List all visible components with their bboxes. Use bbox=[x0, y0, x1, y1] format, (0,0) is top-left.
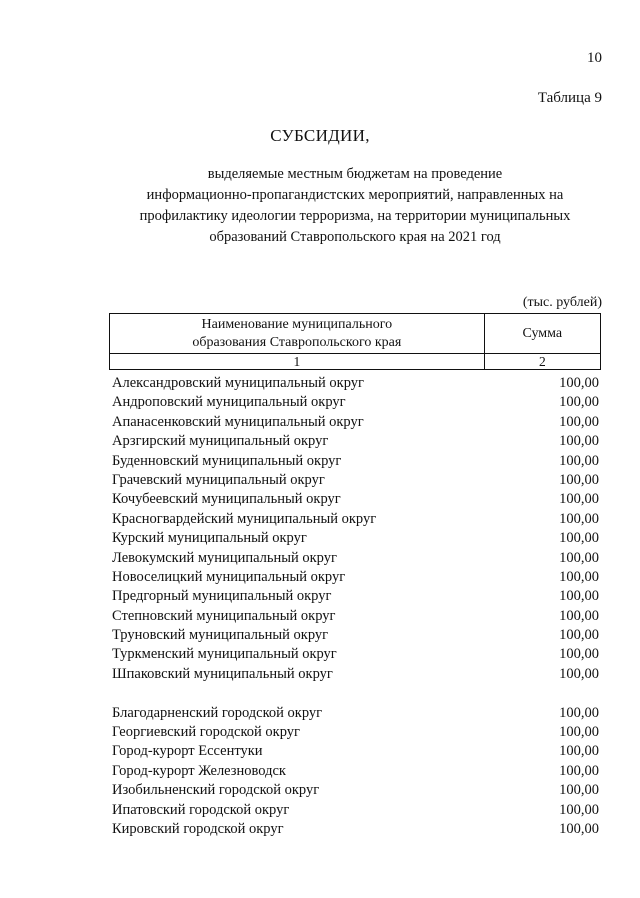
subtitle-line: образований Ставропольского края на 2021 год bbox=[209, 229, 501, 245]
municipality-name: Георгиевский городской округ bbox=[112, 724, 300, 741]
subsidy-amount: 100,00 bbox=[559, 665, 599, 682]
table-row bbox=[112, 432, 599, 451]
subsidy-amount: 100,00 bbox=[559, 471, 599, 488]
municipality-name: Курский муниципальный округ bbox=[112, 530, 307, 547]
column-header-name bbox=[110, 314, 485, 354]
table-row bbox=[112, 607, 599, 626]
table-row bbox=[112, 393, 599, 412]
table-row bbox=[112, 665, 599, 684]
table-row bbox=[112, 704, 599, 723]
subsidy-amount: 100,00 bbox=[559, 704, 599, 721]
okrug-list bbox=[112, 374, 599, 684]
subtitle-line: профилактику идеологии терроризма, на территории муниципальных bbox=[139, 208, 571, 224]
subsidy-amount: 100,00 bbox=[559, 782, 599, 799]
column-header-name-line: Наименование муниципального bbox=[201, 316, 393, 332]
municipality-name: Арзгирский муниципальный округ bbox=[112, 433, 329, 450]
municipality-name: Изобильненский городской округ bbox=[112, 782, 320, 799]
subsidy-amount: 100,00 bbox=[559, 646, 599, 663]
subsidy-amount: 100,00 bbox=[559, 801, 599, 818]
subtitle-line: выделяемые местным бюджетам на проведение bbox=[207, 166, 503, 182]
subsidy-amount: 100,00 bbox=[559, 627, 599, 644]
subsidy-amount: 100,00 bbox=[559, 568, 599, 585]
table-row bbox=[112, 549, 599, 568]
municipality-name: Город-курорт Ессентуки bbox=[112, 743, 263, 760]
subsidy-amount: 100,00 bbox=[559, 820, 599, 837]
table-row bbox=[112, 781, 599, 800]
subsidy-amount: 100,00 bbox=[559, 413, 599, 430]
subsidy-amount: 100,00 bbox=[559, 743, 599, 760]
table-row bbox=[112, 490, 599, 509]
table-row bbox=[112, 626, 599, 645]
table-row bbox=[112, 820, 599, 839]
table-row bbox=[112, 568, 599, 587]
subsidy-amount: 100,00 bbox=[559, 588, 599, 605]
table-row bbox=[112, 510, 599, 529]
subsidy-amount: 100,00 bbox=[559, 375, 599, 391]
column-number-1: 1 bbox=[110, 354, 485, 370]
subsidy-amount: 100,00 bbox=[559, 433, 599, 450]
page-number: 10 bbox=[587, 50, 602, 66]
subsidy-amount: 100,00 bbox=[559, 491, 599, 508]
table-header bbox=[109, 313, 601, 370]
municipality-name: Кировский городской округ bbox=[112, 820, 284, 837]
subsidy-amount: 100,00 bbox=[559, 530, 599, 547]
units-label: (тыс. рублей) bbox=[522, 295, 602, 310]
municipality-name: Красногвардейский муниципальный округ bbox=[112, 510, 377, 527]
subsidy-amount: 100,00 bbox=[559, 607, 599, 624]
subsidy-amount: 100,00 bbox=[559, 549, 599, 566]
document-subtitle bbox=[110, 164, 600, 248]
municipality-name: Труновский муниципальный округ bbox=[112, 627, 329, 644]
municipality-name: Предгорный муниципальный округ bbox=[112, 588, 332, 605]
subsidy-amount: 100,00 bbox=[559, 394, 599, 411]
table-label: Таблица 9 bbox=[537, 90, 602, 106]
table-row bbox=[112, 374, 599, 393]
municipality-name: Грачевский муниципальный округ bbox=[112, 471, 325, 488]
table-row bbox=[112, 742, 599, 761]
column-number-2: 2 bbox=[484, 354, 600, 370]
municipality-name: Кочубеевский муниципальный округ bbox=[112, 491, 341, 508]
table-row bbox=[112, 645, 599, 664]
table-row bbox=[112, 587, 599, 606]
municipality-name: Апанасенковский муниципальный округ bbox=[112, 413, 364, 430]
table-row bbox=[112, 471, 599, 490]
municipality-name: Андроповский муниципальный округ bbox=[112, 394, 346, 411]
subsidy-amount: 100,00 bbox=[559, 724, 599, 741]
table-row bbox=[112, 801, 599, 820]
municipality-name: Туркменский муниципальный округ bbox=[112, 646, 337, 663]
municipality-name: Благодарненский городской округ bbox=[112, 704, 323, 721]
table-row bbox=[112, 529, 599, 548]
document-title: СУБСИДИИ, bbox=[270, 126, 370, 145]
municipality-name: Шпаковский муниципальный округ bbox=[112, 665, 333, 682]
municipality-name: Левокумский муниципальный округ bbox=[112, 549, 337, 566]
city-list bbox=[112, 704, 599, 840]
subsidy-amount: 100,00 bbox=[559, 762, 599, 779]
subsidy-amount: 100,00 bbox=[559, 510, 599, 527]
section-gap bbox=[112, 684, 599, 703]
municipality-name: Город-курорт Железноводск bbox=[112, 762, 286, 779]
column-header-sum: Сумма bbox=[484, 314, 600, 354]
municipality-name: Александровский муниципальный округ bbox=[112, 375, 364, 391]
subtitle-line: информационно-пропагандистских мероприятий, направленных на bbox=[146, 187, 564, 203]
table-row bbox=[112, 452, 599, 471]
municipality-name: Буденновский муниципальный округ bbox=[112, 452, 342, 469]
municipality-name: Новоселицкий муниципальный округ bbox=[112, 568, 346, 585]
column-header-name-line: образования Ставропольского края bbox=[192, 334, 402, 350]
municipality-name: Ипатовский городской округ bbox=[112, 801, 290, 818]
table-row bbox=[112, 723, 599, 742]
subsidy-amount: 100,00 bbox=[559, 452, 599, 469]
table-row bbox=[112, 762, 599, 781]
table-row bbox=[112, 413, 599, 432]
table-body bbox=[112, 374, 599, 839]
municipality-name: Степновский муниципальный округ bbox=[112, 607, 336, 624]
